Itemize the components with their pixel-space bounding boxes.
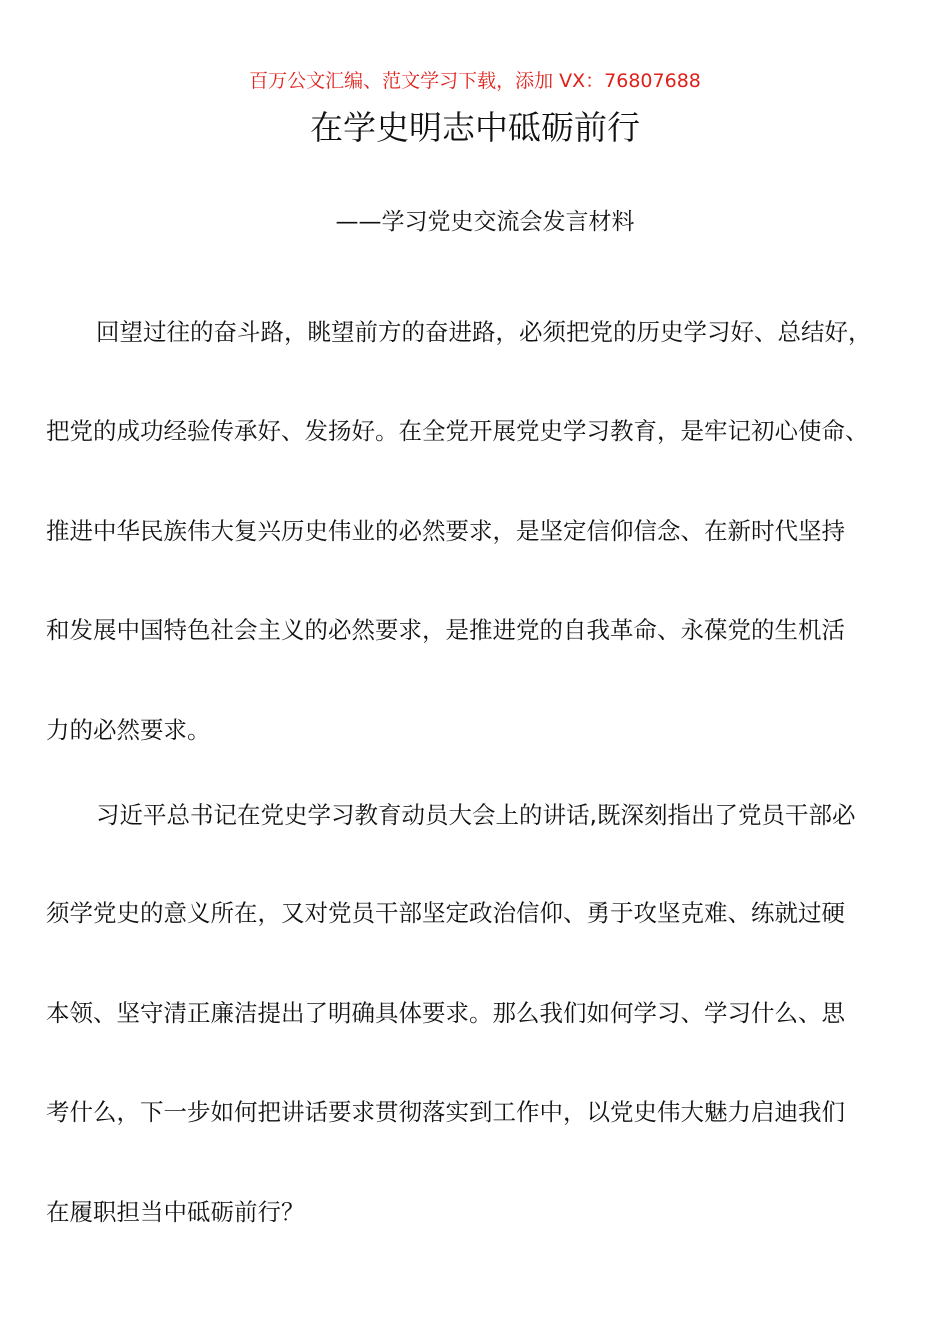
document-subtitle: ——学习党史交流会发言材料: [335, 209, 635, 235]
paragraph-1-line-2: 把党的成功经验传承好、发扬好。在全党开展党史学习教育，是牢记初心使命、: [46, 417, 869, 445]
paragraph-2-line-3: 本领、坚守清正廉洁提出了明确具体要求。那么我们如何学习、学习什么、思: [46, 999, 845, 1027]
paragraph-2-line-4: 考什么，下一步如何把讲话要求贯彻落实到工作中，以党史伟大魅力启迪我们: [46, 1098, 845, 1126]
paragraph-2-line-1: 习近平总书记在党史学习教育动员大会上的讲话,既深刻指出了党员干部必: [96, 801, 856, 829]
document-title: 在学史明志中砥砺前行: [310, 108, 640, 147]
paragraph-2-line-2: 须学党史的意义所在，又对党员干部坚定政治信仰、勇于攻坚克难、练就过硬: [46, 899, 845, 927]
header-note: 百万公文汇编、范文学习下载，添加 VX：76807688: [249, 70, 701, 92]
paragraph-1-line-1: 回望过往的奋斗路，眺望前方的奋进路，必须把党的历史学习好、总结好，: [96, 318, 872, 346]
paragraph-1-line-3: 推进中华民族伟大复兴历史伟业的必然要求，是坚定信仰信念、在新时代坚持: [46, 517, 845, 545]
paragraph-1-line-4: 和发展中国特色社会主义的必然要求，是推进党的自我革命、永葆党的生机活: [46, 616, 845, 644]
paragraph-2-line-5: 在履职担当中砥砺前行？: [46, 1198, 305, 1226]
paragraph-1-line-5: 力的必然要求。: [46, 716, 211, 744]
